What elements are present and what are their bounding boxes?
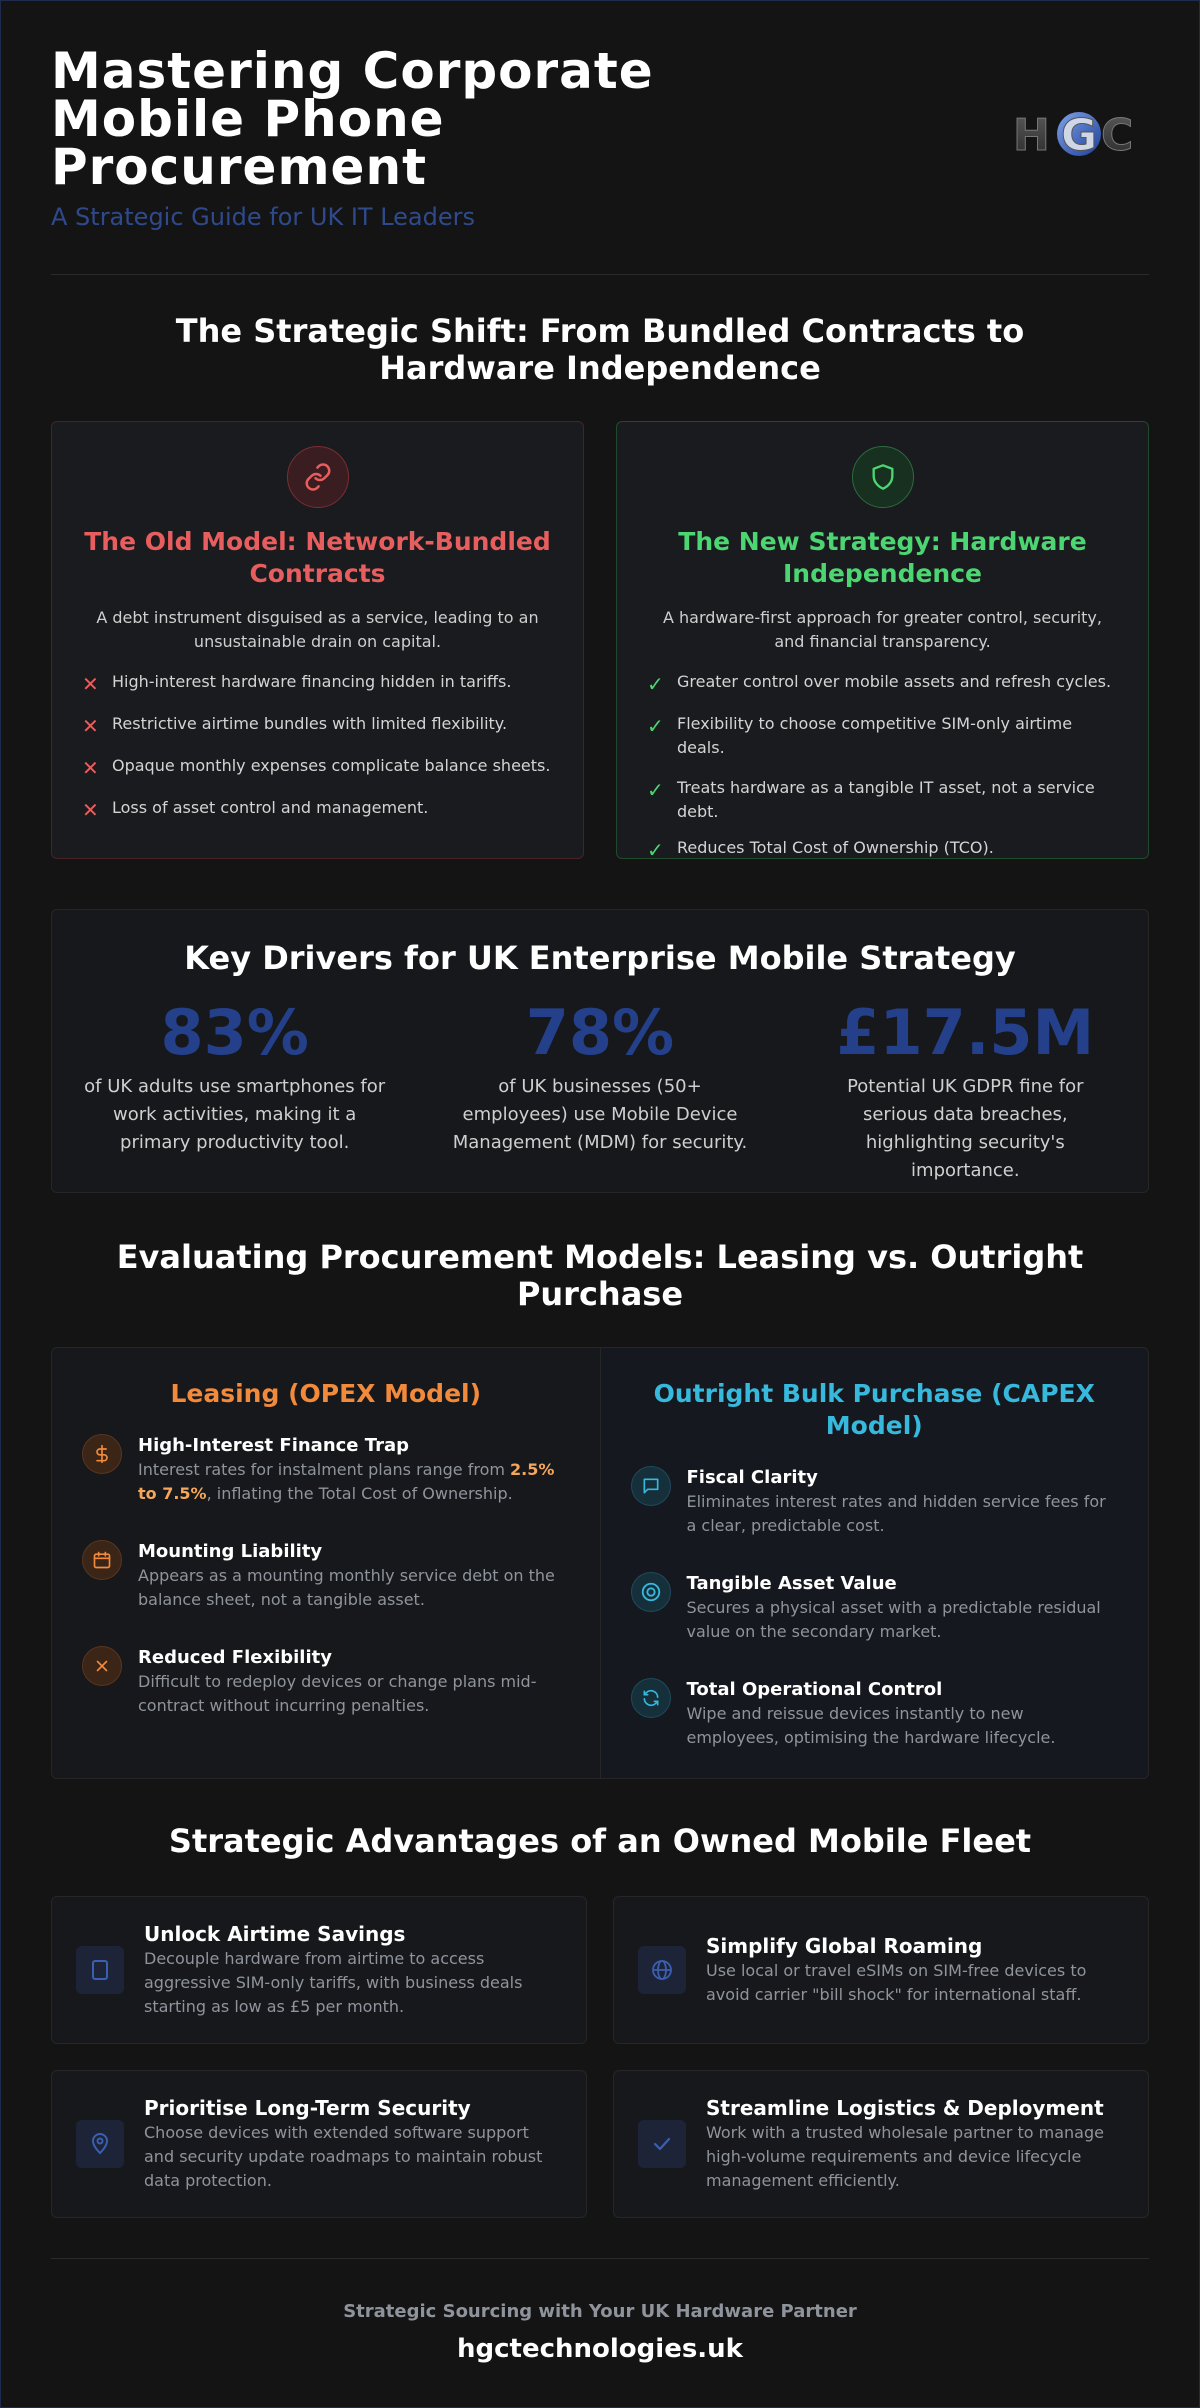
stat-description: of UK businesses (50+ employees) use Mobile Device Management (MDM) for security. xyxy=(452,1076,748,1153)
list-item: High-Interest Finance Trap Interest rates for instalment plans range from 2.5% to 7.5%, inflating the Total Cost of Ownership. xyxy=(82,1434,570,1506)
svg-text:C: C xyxy=(1101,110,1134,161)
procurement-models xyxy=(51,1347,1149,1779)
list-item: ✓ Greater control over mobile assets and refresh cycles. xyxy=(647,672,1112,696)
leasing-column xyxy=(52,1348,601,1778)
advantage-card: Simplify Global Roaming Use local or travel eSIMs on SIM-free devices to avoid carrier "bill shock" for international staff. xyxy=(613,1896,1149,2044)
list-item: ✕ Loss of asset control and management. xyxy=(82,798,429,822)
svg-text:G: G xyxy=(1061,110,1098,161)
list-item: Tangible Asset Value Secures a physical asset with a predictable residual value on the secondary market. xyxy=(631,1572,1119,1644)
x-icon xyxy=(82,1646,122,1686)
advantages-section-title: Strategic Advantages of an Owned Mobile Fleet xyxy=(168,1822,1032,1860)
old-model-heading: The Old Model: Network-Bundled Contracts xyxy=(84,527,551,588)
checkmark-icon xyxy=(638,2120,686,2168)
advantage-card: Streamline Logistics & Deployment Work with a trusted wholesale partner to manage high-volume requirements and device lifecycle management efficiently. xyxy=(613,2070,1149,2218)
stat-mdm-use xyxy=(417,996,782,1185)
advantages-grid xyxy=(51,1896,1149,2218)
cross-icon: ✕ xyxy=(82,714,99,738)
drivers-section-title: Key Drivers for UK Enterprise Mobile Strategy xyxy=(184,939,1016,977)
list-item: Total Operational Control Wipe and reissue devices instantly to new employees, optimising the hardware lifecycle. xyxy=(631,1678,1119,1750)
shield-icon xyxy=(852,446,914,508)
cross-icon: ✕ xyxy=(82,798,99,822)
check-icon: ✓ xyxy=(647,778,664,802)
list-item: Reduced Flexibility Difficult to redeploy devices or change plans mid-contract without incurring penalties. xyxy=(82,1646,570,1718)
stat-value: £17.5M xyxy=(836,996,1095,1069)
hgc-logo xyxy=(1013,106,1143,162)
dollar-icon xyxy=(82,1434,122,1474)
header xyxy=(51,1,1149,275)
stats-row xyxy=(52,996,1148,1185)
check-icon: ✓ xyxy=(647,838,664,862)
page-subtitle: A Strategic Guide for UK IT Leaders xyxy=(51,203,475,231)
stat-description: Potential UK GDPR fine for serious data breaches, highlighting security's importance. xyxy=(847,1076,1084,1181)
tablet-icon xyxy=(76,1946,124,1994)
models-section-title: Evaluating Procurement Models: Leasing vs. Outright Purchase xyxy=(116,1238,1084,1313)
old-model-list xyxy=(82,670,553,822)
list-item: ✕ High-interest hardware financing hidden in tariffs. xyxy=(82,672,512,696)
list-item: ✓ Flexibility to choose competitive SIM-only airtime deals. xyxy=(647,712,1118,760)
chat-icon xyxy=(631,1466,671,1506)
link-icon xyxy=(287,446,349,508)
list-item: Fiscal Clarity Eliminates interest rates and hidden service fees for a clear, predictable cost. xyxy=(631,1466,1119,1538)
footer xyxy=(51,2258,1149,2364)
list-item: ✓ Reduces Total Cost of Ownership (TCO). xyxy=(647,838,994,862)
page-title: Mastering Corporate Mobile Phone Procurement xyxy=(51,42,654,196)
target-icon xyxy=(631,1572,671,1612)
new-strategy-list xyxy=(647,670,1118,862)
list-item: ✓ Treats hardware as a tangible IT asset, not a service debt. xyxy=(647,776,1118,824)
stat-description: of UK adults use smartphones for work activities, making it a primary productivity tool. xyxy=(84,1076,386,1153)
advantage-card: Unlock Airtime Savings Decouple hardware from airtime to access aggressive SIM-only tariffs, with business deals starting as low as £5 per month. xyxy=(51,1896,587,2044)
old-model-description: A debt instrument disguised as a service, leading to an unsustainable drain on capital. xyxy=(96,608,539,651)
location-pin-icon xyxy=(76,2120,124,2168)
stat-value: 78% xyxy=(525,996,675,1069)
list-item: ✕ Opaque monthly expenses complicate balance sheets. xyxy=(82,756,551,780)
purchase-column xyxy=(601,1348,1149,1778)
new-strategy-card xyxy=(616,421,1149,862)
check-icon: ✓ xyxy=(647,672,664,696)
cross-icon: ✕ xyxy=(82,756,99,780)
list-item: ✕ Restrictive airtime bundles with limited flexibility. xyxy=(82,714,508,738)
footer-website-link[interactable]: hgctechnologies.uk xyxy=(457,2334,743,2364)
refresh-icon xyxy=(631,1678,671,1718)
check-icon: ✓ xyxy=(647,714,664,738)
list-item: Mounting Liability Appears as a mounting monthly service debt on the balance sheet, not a tangible asset. xyxy=(82,1540,570,1612)
svg-text:H: H xyxy=(1013,110,1050,161)
stat-value: 83% xyxy=(160,996,309,1069)
calendar-icon xyxy=(82,1540,122,1580)
stat-gdpr-fine xyxy=(783,996,1148,1185)
old-model-card xyxy=(51,421,584,859)
new-strategy-description: A hardware-first approach for greater control, security, and financial transparency. xyxy=(663,608,1102,651)
leasing-heading: Leasing (OPEX Model) xyxy=(170,1379,482,1408)
globe-icon xyxy=(638,1946,686,1994)
shift-cards xyxy=(51,421,1149,862)
new-strategy-heading: The New Strategy: Hardware Independence xyxy=(678,527,1087,588)
advantage-card: Prioritise Long-Term Security Choose devices with extended software support and security update roadmaps to maintain robust data protection. xyxy=(51,2070,587,2218)
cross-icon: ✕ xyxy=(82,672,99,696)
stat-smartphone-use xyxy=(52,996,417,1185)
footer-tagline: Strategic Sourcing with Your UK Hardware Partner xyxy=(343,2301,857,2322)
shift-section-title: The Strategic Shift: From Bundled Contracts to Hardware Independence xyxy=(175,312,1025,387)
purchase-heading: Outright Bulk Purchase (CAPEX Model) xyxy=(653,1379,1095,1440)
key-drivers-panel xyxy=(51,909,1149,1193)
